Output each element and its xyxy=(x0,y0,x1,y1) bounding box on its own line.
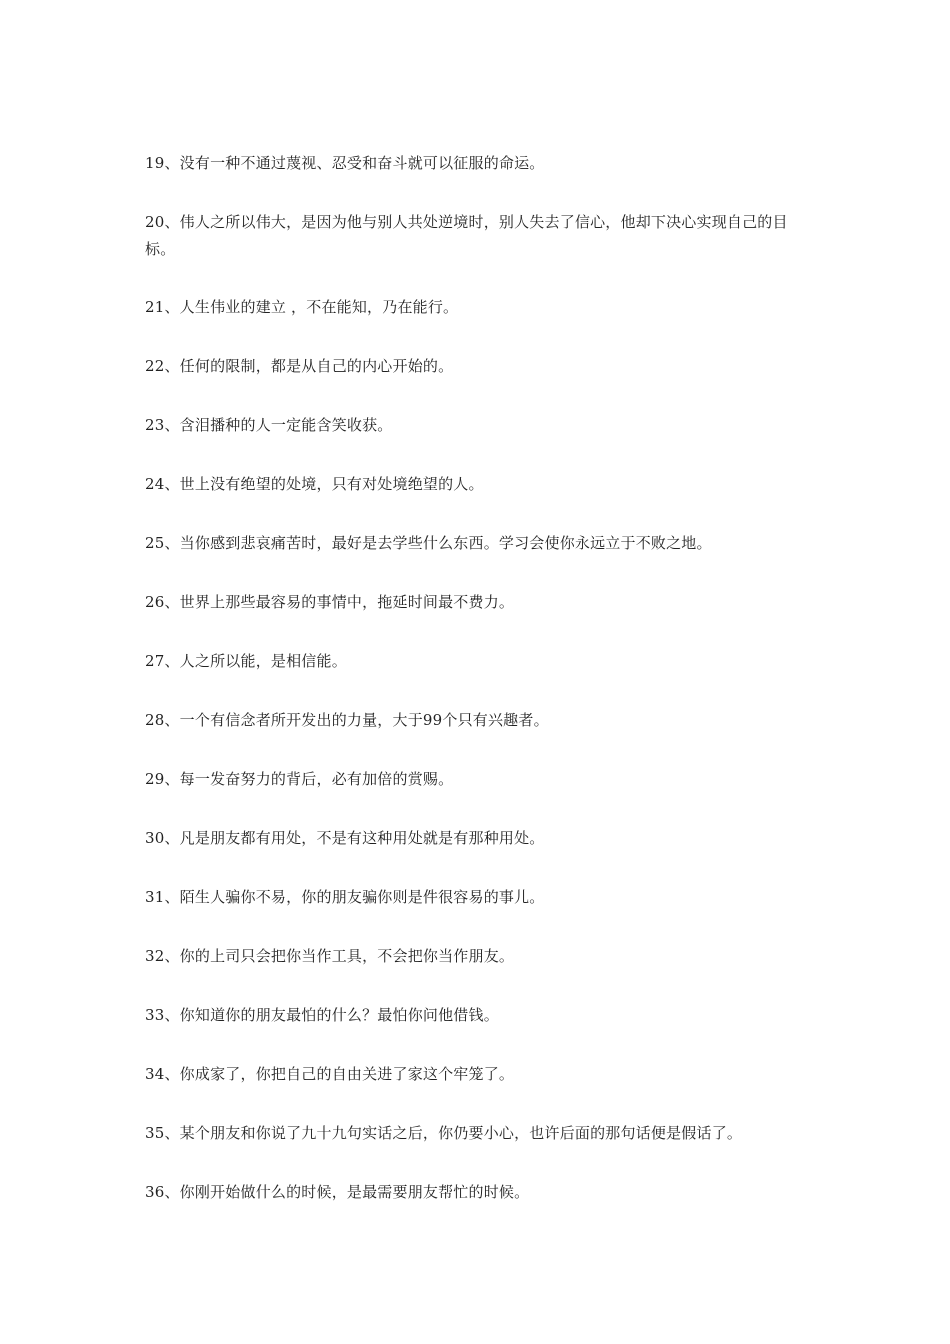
quote-item: 27、人之所以能，是相信能。 xyxy=(145,652,347,670)
quote-item: 35、某个朋友和你说了九十九句实话之后，你仍要小心，也许后面的那句话便是假话了。 xyxy=(145,1124,743,1142)
quote-item: 32、你的上司只会把你当作工具，不会把你当作朋友。 xyxy=(145,947,515,965)
quote-item: 26、世界上那些最容易的事情中，拖延时间最不费力。 xyxy=(145,593,515,611)
quote-item: 31、陌生人骗你不易，你的朋友骗你则是件很容易的事儿。 xyxy=(145,888,545,906)
quote-item: 23、含泪播种的人一定能含笑收获。 xyxy=(145,416,393,434)
quote-item: 28、一个有信念者所开发出的力量，大于99个只有兴趣者。 xyxy=(145,711,549,729)
quote-item: 21、人生伟业的建立 ，不在能知，乃在能行。 xyxy=(145,298,459,316)
quote-item: 25、当你感到悲哀痛苦时，最好是去学些什么东西。学习会使你永远立于不败之地。 xyxy=(145,534,712,552)
quote-item: 22、任何的限制，都是从自己的内心开始的。 xyxy=(145,357,454,375)
quote-item: 34、你成家了，你把自己的自由关进了家这个牢笼了。 xyxy=(145,1065,515,1083)
quote-item: 33、你知道你的朋友最怕的什么？最怕你问他借钱。 xyxy=(145,1006,499,1024)
quote-item: 36、你刚开始做什么的时候，是最需要朋友帮忙的时候。 xyxy=(145,1183,530,1201)
quote-item: 20、伟人之所以伟大，是因为他与别人共处逆境时，别人失去了信心，他却下决心实现自己的目标。 xyxy=(145,213,788,258)
quote-item: 19、没有一种不通过蔑视、忍受和奋斗就可以征服的命运。 xyxy=(145,154,545,172)
quote-item: 29、每一发奋努力的背后，必有加倍的赏赐。 xyxy=(145,770,454,788)
quote-item: 30、凡是朋友都有用处，不是有这种用处就是有那种用处。 xyxy=(145,829,545,847)
quote-item: 24、世上没有绝望的处境，只有对处境绝望的人。 xyxy=(145,475,484,493)
quote-list xyxy=(145,150,810,1238)
